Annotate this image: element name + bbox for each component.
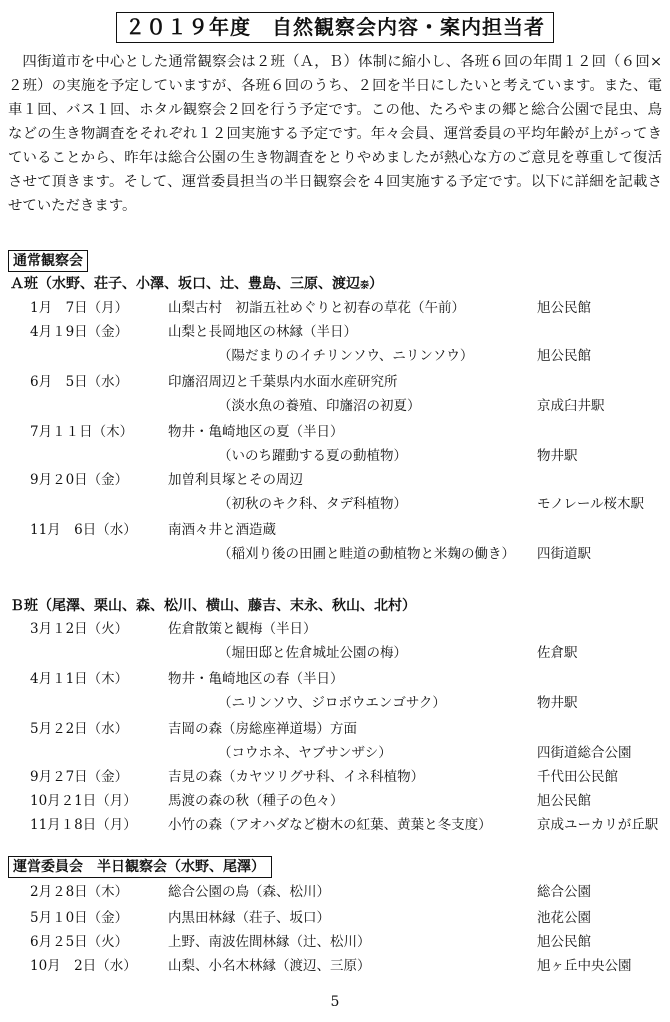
event-detail: （コウホネ、ヤブサンザシ） — [218, 745, 392, 761]
intro-paragraph: 四街道市を中心とした通常観察会は２班（Ａ，Ｂ）体制に縮小し、各班６回の年間１２回（６回×２班）の実施を予定していますが、各班６回のうち、２回を半日にしたいと考えています。また、電車１回、バス１回、ホタル観察会２回を行う予定です。この他、たろやまの郷と総合公園で昆虫、鳥などの生き物調査をそれぞれ１２回実施する予定です。年々会員、運営委員の平均年齢が上がってきていることから、昨年は総合公園の生き物調査をとりやめましたが熱心な方のご意見を尊重して復活させて頂きます。そして、運営委員担当の半日観察会を４回実施する予定です。以下に詳細を記載させていただきます。 — [8, 54, 662, 214]
group-b-event — [0, 813, 670, 837]
page-title: ２０１９年度 自然観察会内容・案内担当者 — [116, 12, 554, 43]
event-place: 池花公園 — [537, 910, 591, 926]
event-place: 四街道総合公園 — [537, 745, 632, 761]
event-date: 11月１8日（月） — [30, 817, 137, 833]
group-b-event — [0, 789, 670, 813]
half-day-event — [0, 930, 670, 954]
group-b-event — [0, 717, 670, 741]
event-date: 9月２0日（金） — [30, 472, 129, 488]
event-place: 千代田公民館 — [537, 769, 618, 785]
half-day-heading: 運営委員会 半日観察会（水野、尾澤） — [8, 856, 272, 878]
half-day-event — [0, 880, 670, 904]
event-title: 物井・亀崎地区の夏（半日） — [168, 424, 344, 440]
group-a-event — [0, 296, 670, 320]
group-a-heading-small: 泰 — [360, 281, 370, 291]
event-detail: （いのち躍動する夏の動植物） — [218, 448, 407, 464]
event-date: 4月１9日（金） — [30, 324, 129, 340]
event-title: 南酒々井と酒造蔵 — [168, 522, 276, 538]
event-date: 10月 2日（水） — [30, 958, 137, 974]
event-title: 物井・亀崎地区の春（半日） — [168, 671, 344, 687]
event-place: 旭公民館 — [537, 934, 591, 950]
event-title: 吉岡の森（房総座禅道場）方面 — [168, 721, 357, 737]
group-a-event — [0, 370, 670, 394]
event-date: 7月１１日（木） — [30, 424, 134, 440]
event-detail: （淡水魚の養殖、印旛沼の初夏） — [218, 398, 421, 414]
event-detail: （陽だまりのイチリンソウ、ニリンソウ） — [218, 348, 474, 364]
event-place: 旭公民館 — [537, 793, 591, 809]
event-place: 物井駅 — [537, 448, 578, 464]
event-title: 総合公園の鳥（森、松川） — [168, 884, 330, 900]
group-a-event-detail — [0, 542, 670, 566]
group-a-event — [0, 518, 670, 542]
group-a-event-detail — [0, 344, 670, 368]
event-title: 加曽利貝塚とその周辺 — [168, 472, 303, 488]
group-a-event — [0, 468, 670, 492]
event-place: 京成臼井駅 — [537, 398, 605, 414]
group-a-event-detail — [0, 492, 670, 516]
event-date: 6月 5日（水） — [30, 374, 129, 390]
event-title: 山梨、小名木林縁（渡辺、三原） — [168, 958, 371, 974]
event-place: 京成ユーカリが丘駅 — [537, 817, 659, 833]
group-a-event — [0, 420, 670, 444]
event-date: 9月２7日（金） — [30, 769, 129, 785]
event-place: 佐倉駅 — [537, 645, 578, 661]
event-title: 山梨古村 初詣五社めぐりと初春の草花（午前） — [168, 300, 465, 316]
group-a-event-detail — [0, 394, 670, 418]
group-a-event-detail — [0, 444, 670, 468]
event-date: 4月１1日（木） — [30, 671, 129, 687]
event-date: 6月２5日（火） — [30, 934, 129, 950]
group-a-event — [0, 320, 670, 344]
page-number: 5 — [330, 994, 340, 1010]
event-title: 山梨と長岡地区の林縁（半日） — [168, 324, 357, 340]
half-day-event — [0, 906, 670, 930]
event-place: 旭公民館 — [537, 348, 591, 364]
section-regular-label: 通常観察会 — [8, 250, 88, 272]
group-b-event — [0, 765, 670, 789]
event-place: 旭公民館 — [537, 300, 591, 316]
group-b-event-detail — [0, 641, 670, 665]
event-place: 総合公園 — [537, 884, 591, 900]
event-title: 佐倉散策と観梅（半日） — [168, 621, 317, 637]
group-b-event — [0, 617, 670, 641]
event-detail: （稲刈り後の田圃と畦道の動植物と米麹の働き） — [218, 546, 515, 562]
event-title: 小竹の森（アオハダなど樹木の紅葉、黄葉と冬支度） — [168, 817, 492, 833]
event-place: 物井駅 — [537, 695, 578, 711]
event-detail: （ニリンソウ、ジロボウエンゴサク） — [218, 695, 446, 711]
event-title: 印旛沼周辺と千葉県内水面水産研究所 — [168, 374, 398, 390]
group-b-event — [0, 667, 670, 691]
event-title: 内黒田林縁（荘子、坂口） — [168, 910, 330, 926]
group-a-heading-close: ） — [369, 276, 384, 292]
event-date: 1月 7日（月） — [30, 300, 129, 316]
event-detail: （初秋のキク科、タデ科植物） — [218, 496, 407, 512]
half-day-event — [0, 954, 670, 978]
event-place: 四街道駅 — [537, 546, 591, 562]
event-place: 旭ヶ丘中央公園 — [537, 958, 632, 974]
group-b-event-detail — [0, 691, 670, 715]
group-b-event-detail — [0, 741, 670, 765]
event-detail: （堀田邸と佐倉城址公園の梅） — [218, 645, 407, 661]
event-date: 11月 6日（水） — [30, 522, 137, 538]
event-date: 5月１0日（金） — [30, 910, 129, 926]
event-date: 10月２1日（月） — [30, 793, 137, 809]
title-container — [0, 12, 670, 43]
group-a-heading — [10, 274, 383, 296]
event-date: 2月２8日（木） — [30, 884, 129, 900]
event-date: 5月２2日（水） — [30, 721, 129, 737]
event-date: 3月１2日（火） — [30, 621, 129, 637]
group-a-heading-text: Ａ班（水野、荘子、小澤、坂口、辻、豊島、三原、渡辺 — [10, 276, 360, 292]
group-b-heading: Ｂ班（尾澤、栗山、森、松川、横山、藤吉、末永、秋山、北村） — [10, 598, 416, 614]
event-place: モノレール桜木駅 — [537, 496, 645, 512]
event-title: 馬渡の森の秋（種子の色々） — [168, 793, 344, 809]
event-title: 吉見の森（カヤツリグサ科、イネ科植物） — [168, 769, 425, 785]
event-title: 上野、南波佐間林縁（辻、松川） — [168, 934, 371, 950]
